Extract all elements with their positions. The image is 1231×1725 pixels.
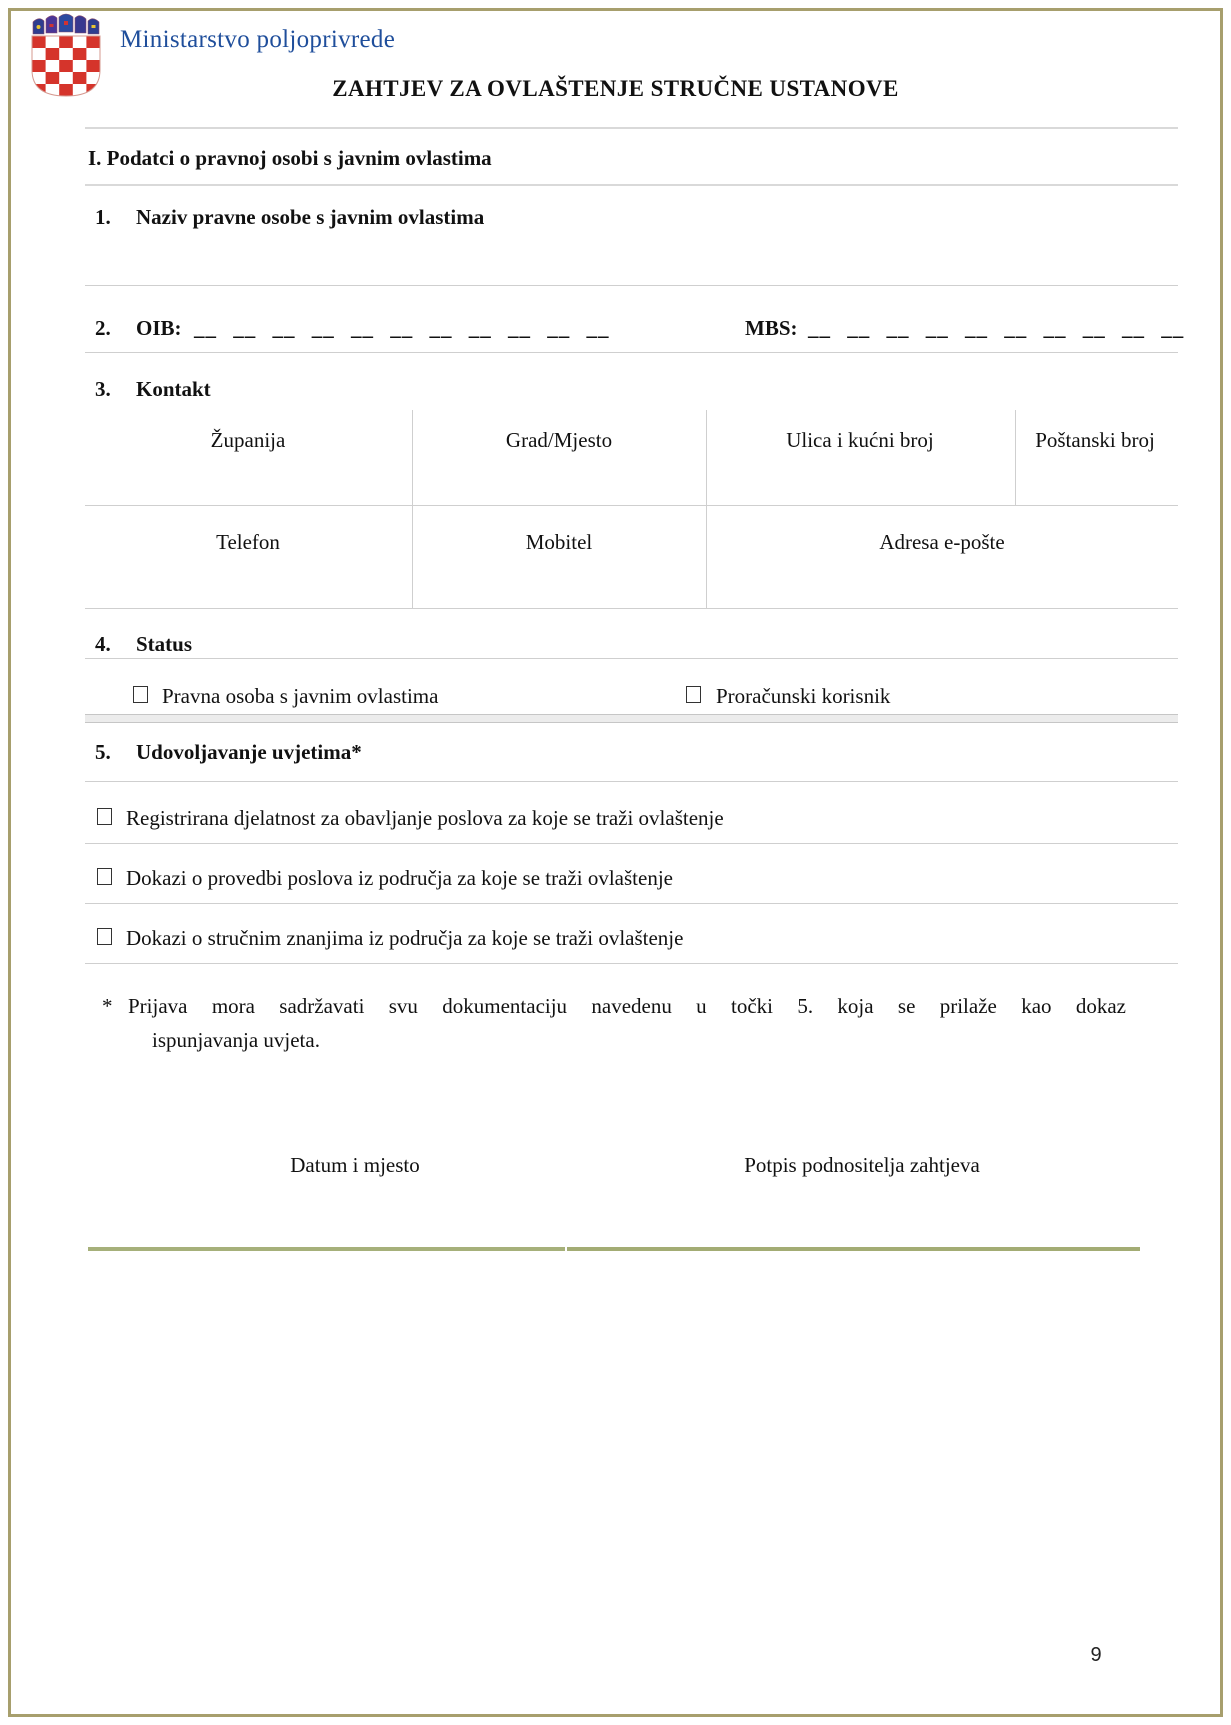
field-5-number: 5. <box>95 740 111 764</box>
divider <box>85 658 1178 659</box>
table-border <box>412 505 413 608</box>
thick-divider <box>85 714 1178 723</box>
field-1-label: Naziv pravne osobe s javnim ovlastima <box>136 205 485 229</box>
mbs-label: MBS: <box>745 316 798 340</box>
footnote-line-1: Prijava mora sadržavati svu dokumentaciju navedenu u točki 5. koja se prilaže kao dokaz <box>128 994 1126 1018</box>
uvjet-option-1-label: Registrirana djelatnost za obavljanje poslova za koje se traži ovlaštenje <box>126 806 724 830</box>
kontakt-cell-mobitel: Mobitel <box>525 530 593 554</box>
status-option-1-label: Pravna osoba s javnim ovlastima <box>162 684 439 708</box>
page-number: 9 <box>1090 1644 1102 1666</box>
field-3-number: 3. <box>95 377 111 401</box>
kontakt-cell-ulica: Ulica i kućni broj <box>786 428 934 452</box>
table-border <box>85 505 1178 506</box>
ministry-name: Ministarstvo poljoprivrede <box>120 26 396 53</box>
divider <box>85 843 1178 844</box>
divider <box>85 184 1178 186</box>
field-4-number: 4. <box>95 632 111 656</box>
field-2-number: 2. <box>95 316 111 340</box>
divider <box>85 352 1178 353</box>
table-border <box>706 410 707 505</box>
divider <box>85 781 1178 782</box>
checkbox-pravna-osoba <box>133 686 148 703</box>
page-border <box>8 8 1223 1717</box>
field-4-label: Status <box>136 632 193 656</box>
signature-rule-left <box>88 1247 565 1251</box>
table-border <box>1015 410 1016 505</box>
status-option-2-label: Proračunski korisnik <box>716 684 891 708</box>
kontakt-cell-postanski: Poštanski broj <box>1035 428 1155 452</box>
checkbox-dokazi-strucna-znanja <box>97 928 112 945</box>
oib-label: OIB: <box>136 316 182 340</box>
table-border <box>85 608 1178 609</box>
checkbox-dokazi-provedba <box>97 868 112 885</box>
field-1-number: 1. <box>95 205 111 229</box>
table-border <box>706 505 707 608</box>
divider <box>85 903 1178 904</box>
footnote-line-2: ispunjavanja uvjeta. <box>152 1028 320 1052</box>
checkbox-proracunski-korisnik <box>686 686 701 703</box>
oib-blank-line: __ __ __ __ __ __ __ __ __ __ __ <box>194 316 610 340</box>
table-border <box>412 410 413 505</box>
date-place-label: Datum i mjesto <box>290 1153 420 1177</box>
footnote-marker: * <box>102 994 113 1018</box>
kontakt-cell-telefon: Telefon <box>216 530 280 554</box>
uvjet-option-3-label: Dokazi o stručnim znanjima iz područja za koje se traži ovlaštenje <box>126 926 684 950</box>
field-3-label: Kontakt <box>136 377 211 401</box>
applicant-signature-label: Potpis podnositelja zahtjeva <box>744 1153 980 1177</box>
kontakt-cell-eposta: Adresa e-pošte <box>879 530 1005 554</box>
section-heading: I. Podatci o pravnoj osobi s javnim ovlastima <box>88 146 492 170</box>
mbs-blank-line: __ __ __ __ __ __ __ __ __ __ <box>808 316 1185 340</box>
kontakt-cell-zupanija: Županija <box>210 428 286 452</box>
divider <box>85 285 1178 286</box>
checkbox-registrirana-djelatnost <box>97 808 112 825</box>
divider <box>85 127 1178 129</box>
field-5-label: Udovoljavanje uvjetima* <box>136 740 362 764</box>
divider <box>85 963 1178 964</box>
signature-rule-right <box>567 1247 1140 1251</box>
form-title: ZAHTJEV ZA OVLAŠTENJE STRUČNE USTANOVE <box>332 76 899 101</box>
kontakt-cell-grad: Grad/Mjesto <box>505 428 613 452</box>
uvjet-option-2-label: Dokazi o provedbi poslova iz područja za koje se traži ovlaštenje <box>126 866 673 890</box>
